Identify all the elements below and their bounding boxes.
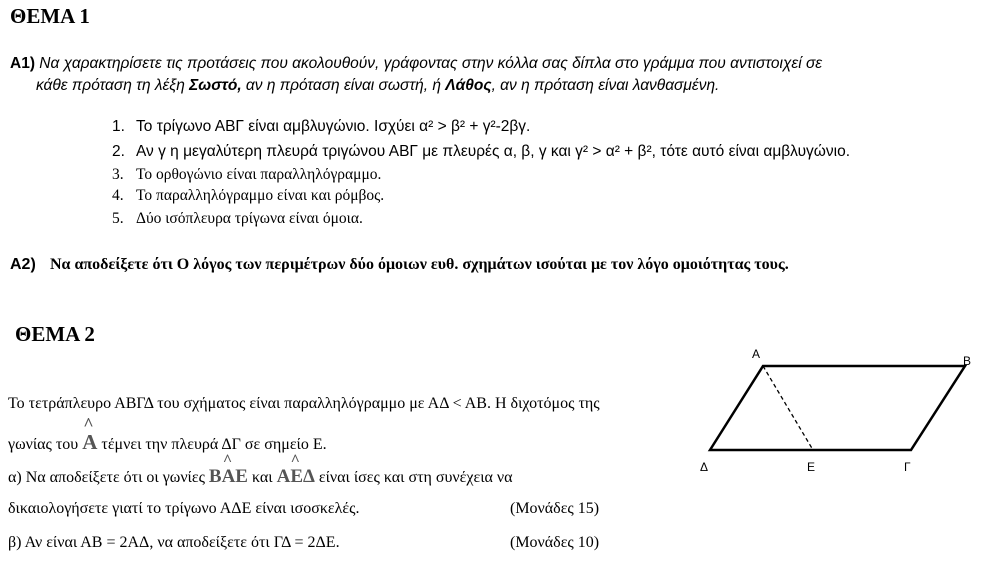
marks-15: (Μονάδες 15) — [510, 500, 600, 517]
item-text: Το ορθογώνιο είναι παραλληλόγραμμο. — [136, 166, 382, 183]
angle-AED-letters: ΑΕΔ — [276, 466, 315, 487]
a2-line — [10, 256, 789, 274]
list-item — [112, 210, 363, 228]
thema1-title: ΘΕΜΑ 1 — [10, 4, 90, 28]
item-number: 2. — [112, 143, 125, 160]
a1-line2-post: , αν η πρόταση είναι λανθασμένη. — [491, 77, 720, 94]
a1-line1 — [10, 55, 822, 73]
p2-post: τέμνει την πλευρά ΔΓ σε σημείο Ε. — [101, 436, 327, 453]
hat-icon: ^ — [290, 452, 300, 469]
a2-label: A2) — [10, 256, 36, 273]
qa-post: είναι ίσες και στη συνέχεια να — [318, 469, 513, 486]
thema2-paragraph-line2 — [8, 414, 327, 455]
angle-A-letter: Α — [82, 430, 98, 454]
bisector-AE — [763, 366, 813, 450]
item-number: 4. — [112, 187, 124, 204]
item-text: Το τρίγωνο ΑΒΓ είναι αμβλυγώνιο. Ισχύει α² > β² + γ²-2βγ. — [136, 118, 531, 135]
question-a-line1 — [8, 452, 513, 488]
angle-A — [82, 414, 98, 454]
word-true: Σωστό, — [189, 77, 242, 94]
question-a-line2: δικαιολογήσετε γιατί το τρίγωνο ΑΔΕ είναι ισοσκελές. — [8, 500, 360, 517]
a1-label: A1) — [10, 55, 35, 72]
list-item — [112, 118, 530, 136]
parallelogram-ABGD — [710, 366, 965, 450]
point-D: Δ — [700, 460, 709, 474]
hat-icon: ^ — [222, 452, 233, 469]
word-false: Λάθος — [445, 77, 492, 94]
point-B: Β — [963, 354, 972, 368]
point-A: Α — [752, 347, 761, 361]
list-item — [112, 187, 384, 205]
qa-pre: α) Να αποδείξετε ότι οι γωνίες — [8, 469, 205, 486]
list-item — [112, 166, 381, 184]
item-text: Δύο ισόπλευρα τρίγωνα είναι όμοια. — [136, 210, 363, 227]
item-number: 3. — [112, 166, 124, 183]
angle-AED — [276, 452, 315, 487]
item-text: Αν γ η μεγαλύτερη πλευρά τριγώνου ΑΒΓ με πλευρές α, β, γ και γ² > α² + β², τότε αυτό είναι αμβλυγώνιο. — [136, 143, 851, 160]
angle-BAE-letters: ΒΑΕ — [208, 466, 248, 487]
thema2-title: ΘΕΜΑ 2 — [15, 322, 95, 346]
item-text: Το παραλληλόγραμμο είναι και ρόμβος. — [136, 187, 385, 204]
qa-mid: και — [251, 469, 273, 486]
a2-text: Να αποδείξετε ότι Ο λόγος των περιμέτρων δύο όμοιων ευθ. σχημάτων ισούται με τον λόγο ομοιότητας τους. — [50, 256, 789, 273]
marks-10: (Μονάδες 10) — [510, 534, 600, 551]
a1-line2-mid: αν η πρόταση είναι σωστή, ή — [241, 77, 446, 94]
point-G: Γ — [904, 460, 911, 474]
a1-line2-pre: κάθε πρόταση τη λέξη — [36, 77, 190, 94]
thema2-paragraph-line1: Το τετράπλευρο ΑΒΓΔ του σχήματος είναι παραλληλόγραμμο με ΑΔ < ΑΒ. Η διχοτόμος της — [8, 395, 600, 412]
parallelogram-figure — [690, 340, 990, 480]
list-item — [112, 143, 850, 161]
p2-pre: γωνίας του — [8, 436, 79, 453]
item-number: 5. — [112, 210, 124, 227]
a1-instruction: Να χαρακτηρίσετε τις προτάσεις που ακολουθούν, γράφοντας στην κόλλα σας δίπλα στο γράμμα που αντιστοιχεί σε — [39, 55, 823, 72]
point-E: Ε — [807, 460, 816, 474]
hat-icon: ^ — [83, 414, 94, 434]
question-b: β) Αν είναι ΑΒ = 2ΑΔ, να αποδείξετε ότι ΓΔ = 2ΔΕ. — [8, 534, 340, 551]
item-number: 1. — [112, 118, 125, 135]
angle-BAE — [208, 452, 248, 487]
a1-line2 — [36, 77, 719, 95]
